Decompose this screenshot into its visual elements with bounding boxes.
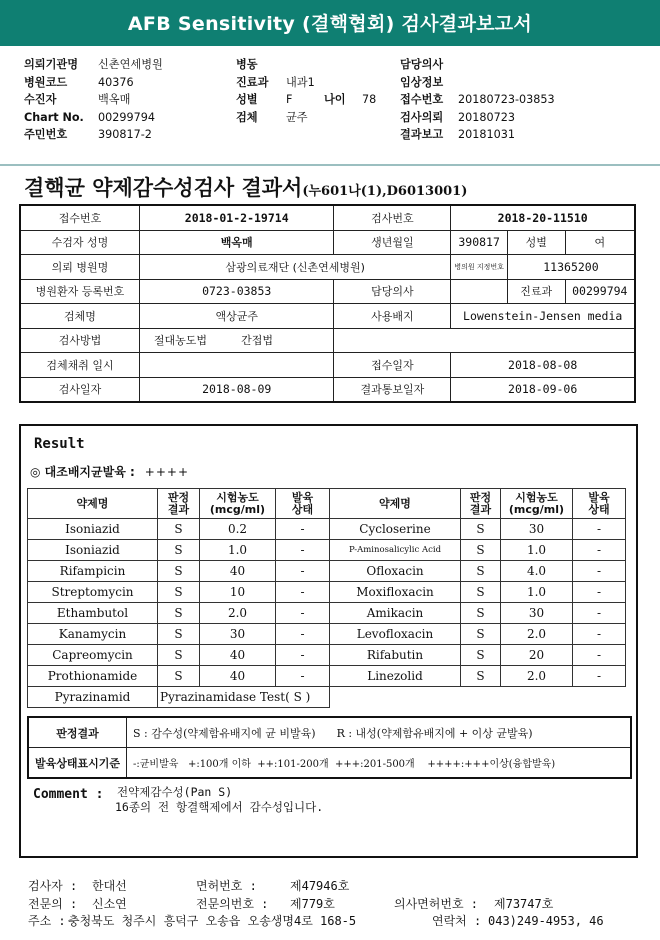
header-value: 390817-2 — [98, 128, 152, 141]
drug-row — [28, 561, 626, 582]
header-col-2 — [236, 56, 376, 126]
received-label: 접수일자 — [334, 353, 451, 378]
drug-table — [27, 488, 626, 708]
drug-row — [28, 666, 626, 687]
department-label: 진료과 — [507, 279, 565, 304]
drug-row — [28, 603, 626, 624]
dob-label: 생년월일 — [334, 230, 451, 255]
judge-result: S — [158, 624, 200, 645]
growth-status: - — [573, 582, 626, 603]
growth-status: - — [276, 645, 330, 666]
test-concentration: 40 — [200, 666, 276, 687]
judge-result: S — [158, 540, 200, 561]
growth-status: - — [276, 666, 330, 687]
drug-row — [28, 645, 626, 666]
specialist: 신소연 — [92, 896, 127, 911]
pza-result: Pyrazinamidase Test( S ) — [158, 687, 330, 708]
header-value: F — [286, 93, 293, 106]
doctor — [451, 279, 508, 304]
comment-line-2: 16종의 전 항결핵제에서 감수성입니다. — [115, 800, 324, 814]
header-label: 임상정보 — [400, 75, 444, 89]
address: 충청북도 청주시 흥덕구 오송읍 오송생명4로 168-5 — [68, 914, 357, 928]
growth-header: 발육 상태 — [573, 489, 626, 519]
method-absolute: 절대농도법 — [153, 334, 208, 348]
tester: 한대선 — [92, 879, 127, 893]
drug-name: Moxifloxacin — [330, 582, 461, 603]
header-col-3 — [400, 56, 555, 144]
growth-status: - — [573, 540, 626, 561]
result-label: Result — [34, 436, 85, 452]
drug-row — [28, 582, 626, 603]
header-label: 검체 — [236, 110, 258, 124]
collection-date — [139, 353, 334, 378]
growth-status: - — [573, 624, 626, 645]
conc-header: 시험농도 (mcg/ml) — [501, 489, 573, 519]
judge-result: S — [158, 519, 200, 540]
drug-name: P-Aminosalicylic Acid — [330, 540, 461, 561]
hospital-label: 의뢰 병원명 — [20, 255, 139, 280]
drug-name: Ethambutol — [28, 603, 158, 624]
drug-name: Rifabutin — [330, 645, 461, 666]
growth-status: - — [573, 603, 626, 624]
drug-name: Isoniazid — [28, 540, 158, 561]
control-growth-label: ◎ 대조배지균발육 : — [30, 465, 135, 479]
growth-status: - — [573, 645, 626, 666]
drug-name: Linezolid — [330, 666, 461, 687]
judge-result: S — [158, 666, 200, 687]
header-value: 20181031 — [458, 128, 515, 141]
drug-name: Kanamycin — [28, 624, 158, 645]
judge-header: 판정 결과 — [158, 489, 200, 519]
growth-legend-text: -:균비발육 +:100개 이하 ++:101-200개 +++:201-500개 ++++:+++이상(융합발육) — [127, 748, 631, 779]
notify-date: 2018-09-06 — [451, 377, 635, 402]
method-label: 검사방법 — [20, 328, 139, 353]
test-concentration: 40 — [200, 645, 276, 666]
header-label: 병동 — [236, 58, 258, 71]
judge-result: S — [158, 561, 200, 582]
sex-label: 성별 — [507, 230, 565, 255]
test-concentration: 4.0 — [501, 561, 573, 582]
comment-label: Comment : — [33, 787, 104, 802]
judge-result: S — [158, 582, 200, 603]
header-label: 성별 — [236, 93, 258, 106]
growth-status: - — [276, 540, 330, 561]
age-value: 78 — [362, 93, 377, 106]
drug-name: Pyrazinamid — [28, 687, 158, 708]
growth-status: - — [276, 582, 330, 603]
legend-table — [27, 716, 632, 779]
judge-result: S — [158, 603, 200, 624]
header-label: 접수번호 — [400, 93, 444, 106]
comment-line-1: 전약제감수성(Pan S) — [117, 785, 233, 799]
conc-header: 시험농도 (mcg/ml) — [200, 489, 276, 519]
header-value: 00299794 — [98, 110, 155, 124]
report-title-code: (누601나(1),D6013001) — [302, 184, 468, 199]
header-label: 진료과 — [236, 75, 269, 89]
drug-name: Capreomycin — [28, 645, 158, 666]
test-concentration: 0.2 — [200, 519, 276, 540]
medium-label: 사용배지 — [334, 304, 451, 329]
judge-result: S — [461, 519, 501, 540]
test-concentration: 20 — [501, 645, 573, 666]
header-value: 균주 — [286, 110, 308, 124]
growth-legend-label: 발육상태표시기준 — [28, 748, 127, 779]
header-value: 40376 — [98, 75, 134, 89]
test-concentration: 1.0 — [200, 540, 276, 561]
medium: Lowenstein-Jensen media — [451, 304, 635, 329]
header-label: 주민번호 — [24, 128, 68, 141]
drug-name: Rifampicin — [28, 561, 158, 582]
report-banner: AFB Sensitivity (결핵협회) 검사결과보고서 — [0, 0, 660, 46]
registration-no: 0723-03853 — [139, 279, 334, 304]
hospital-code: 11365200 — [507, 255, 635, 280]
header-label: 수진자 — [24, 93, 57, 106]
license-no: 제47946호 — [290, 879, 350, 893]
judge-result: S — [461, 666, 501, 687]
specialist-no-label: 전문의번호 : — [196, 896, 269, 911]
header-label: 결과보고 — [400, 128, 444, 141]
collection-label: 검체채취 일시 — [20, 353, 139, 378]
drug-row — [28, 540, 626, 561]
header-divider — [0, 164, 660, 166]
received-date: 2018-08-08 — [451, 353, 635, 378]
growth-status: - — [573, 519, 626, 540]
growth-status: - — [276, 603, 330, 624]
header-label: 검사의뢰 — [400, 110, 444, 124]
address-label: 주소 : — [28, 914, 66, 928]
drug-row — [28, 624, 626, 645]
hospital-code-label: 병의원 지정번호 — [451, 255, 508, 280]
header-label: 병원코드 — [24, 75, 68, 89]
test-no-label: 검사번호 — [334, 205, 451, 230]
receipt-no: 2018-01-2-19714 — [139, 205, 334, 230]
doctor-license: 제73747호 — [494, 896, 554, 911]
test-concentration: 2.0 — [501, 666, 573, 687]
report-title — [24, 172, 467, 202]
judge-legend-label: 판정결과 — [28, 717, 127, 748]
drug-name: Prothionamide — [28, 666, 158, 687]
test-concentration: 2.0 — [501, 624, 573, 645]
test-concentration: 40 — [200, 561, 276, 582]
drug-row — [28, 519, 626, 540]
drug-name: Streptomycin — [28, 582, 158, 603]
specimen-label: 검체명 — [20, 304, 139, 329]
control-growth-value: ++++ — [144, 465, 189, 479]
header-value: 신촌연세병원 — [98, 58, 163, 71]
hospital-name: 삼광의료재단 (신촌연세병원) — [139, 255, 450, 280]
test-date: 2018-08-09 — [139, 377, 334, 402]
result-section — [19, 424, 638, 858]
judge-header: 판정 결과 — [461, 489, 501, 519]
judge-result: S — [461, 582, 501, 603]
growth-status: - — [573, 666, 626, 687]
notify-label: 결과통보일자 — [334, 377, 451, 402]
header-label: 담당의사 — [400, 58, 444, 71]
header-value: 백옥매 — [98, 93, 131, 106]
drug-name: Levofloxacin — [330, 624, 461, 645]
growth-status: - — [573, 561, 626, 582]
test-concentration: 1.0 — [501, 540, 573, 561]
judge-result: S — [461, 561, 501, 582]
judge-legend-text: S : 감수성(약제함유배지에 균 비발육) R : 내성(약제함유배지에 + 이상 균발육) — [127, 717, 631, 748]
header-value: 20180723 — [458, 110, 515, 124]
control-growth — [30, 463, 189, 480]
header-label: Chart No. — [24, 110, 84, 124]
test-concentration: 10 — [200, 582, 276, 603]
specialist-no: 제779호 — [290, 896, 335, 911]
drug-header: 약제명 — [330, 489, 461, 519]
age-label: 나이 — [324, 93, 346, 106]
drug-name: Ofloxacin — [330, 561, 461, 582]
method-indirect: 간접법 — [241, 334, 273, 348]
judge-result: S — [158, 645, 200, 666]
header-label: 의뢰기관명 — [24, 58, 79, 71]
judge-result: S — [461, 540, 501, 561]
header-value: 내과1 — [286, 75, 315, 89]
doctor-license-label: 의사면허번호 : — [394, 896, 479, 911]
tester-label: 검사자 : — [28, 879, 78, 893]
test-concentration: 30 — [501, 603, 573, 624]
judge-result: S — [461, 624, 501, 645]
license-label: 면허번호 : — [196, 879, 257, 893]
growth-status: - — [276, 519, 330, 540]
test-concentration: 30 — [200, 624, 276, 645]
test-no: 2018-20-11510 — [451, 205, 635, 230]
specimen: 액상균주 — [139, 304, 334, 329]
judge-result: S — [461, 645, 501, 666]
test-concentration: 30 — [501, 519, 573, 540]
specialist-label: 전문의 : — [28, 896, 78, 911]
header-col-1 — [24, 56, 163, 144]
method-blank — [334, 328, 635, 353]
pza-row — [28, 687, 626, 708]
pza-blank — [330, 687, 626, 708]
registration-label: 병원환자 등록번호 — [20, 279, 139, 304]
judge-result: S — [461, 603, 501, 624]
department: 00299794 — [565, 279, 635, 304]
growth-status: - — [276, 561, 330, 582]
patient-name: 백옥매 — [139, 230, 334, 255]
test-concentration: 1.0 — [501, 582, 573, 603]
drug-name: Amikacin — [330, 603, 461, 624]
drug-name: Isoniazid — [28, 519, 158, 540]
doctor-label: 담당의사 — [334, 279, 451, 304]
sex: 여 — [565, 230, 635, 255]
drug-name: Cycloserine — [330, 519, 461, 540]
report-title-main: 결핵균 약제감수성검사 결과서 — [24, 175, 303, 200]
growth-status: - — [276, 624, 330, 645]
header-value: 20180723-03853 — [458, 93, 555, 106]
dob: 390817 — [451, 230, 508, 255]
patient-label: 수검자 성명 — [20, 230, 139, 255]
drug-header: 약제명 — [28, 489, 158, 519]
method — [139, 328, 334, 353]
test-date-label: 검사일자 — [20, 377, 139, 402]
patient-info-table — [19, 204, 636, 403]
test-concentration: 2.0 — [200, 603, 276, 624]
contact-label: 연락처 : — [432, 914, 482, 928]
contact: 043)249-4953, 46 — [488, 914, 604, 928]
receipt-no-label: 접수번호 — [20, 205, 139, 230]
growth-header: 발육 상태 — [276, 489, 330, 519]
